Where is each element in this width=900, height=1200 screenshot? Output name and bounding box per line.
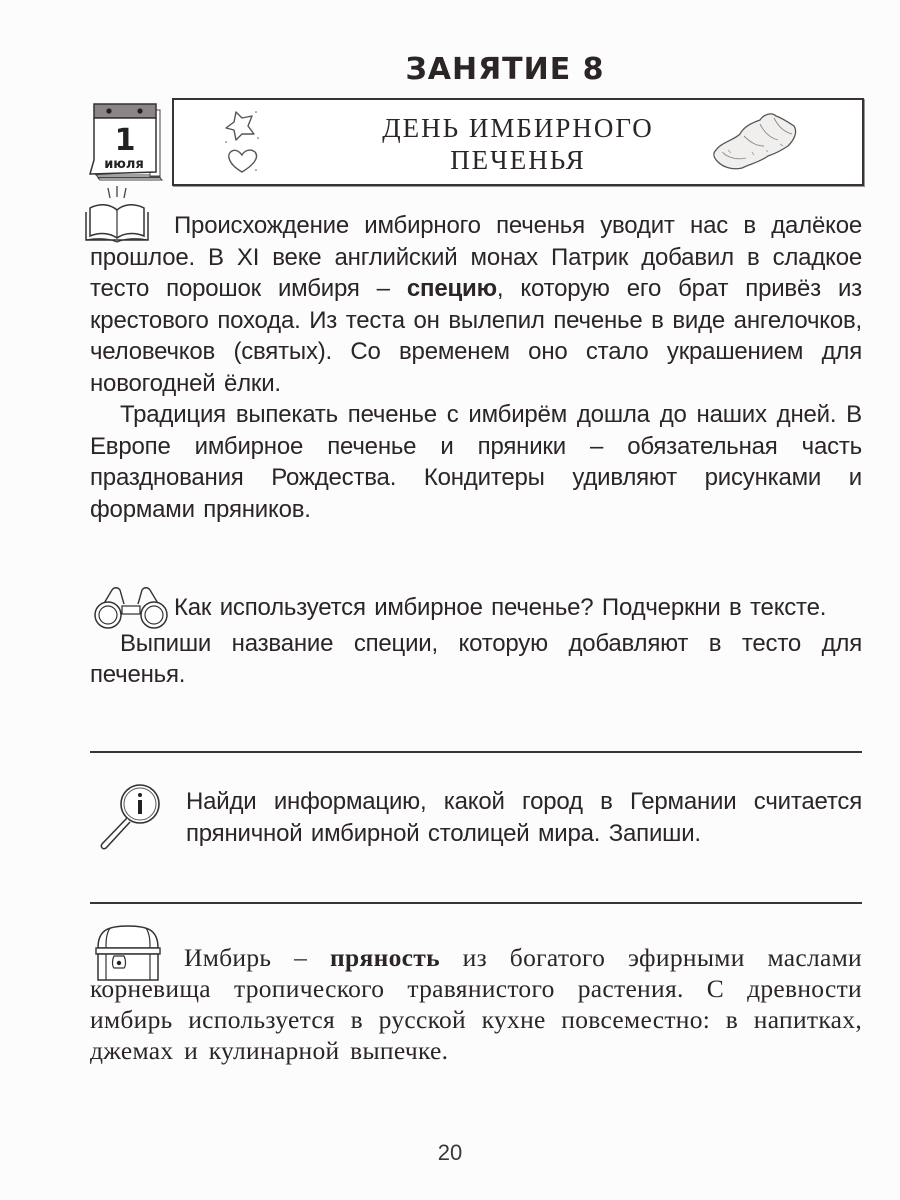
reading-text [90, 210, 862, 525]
ginger-root-icon [694, 106, 814, 178]
magnifier-info-icon [96, 782, 166, 854]
fact-paragraph: Имбирь – пряность из богатого эфирными маслами корневища тропического травянистого растения. С древности имбирь используется в русской кухне повсеместно: в напитках, джемах и кулинарной выпечке. [90, 943, 862, 1065]
task-1-instruction: Выпиши название специи, которую добавляют в тесто для печенья. [90, 629, 862, 688]
task-1-answer-line[interactable] [90, 751, 862, 753]
reading-paragraph-2: Традиция выпекать печенье с имбирём дошла до наших дней. В Европе имбирное печенье и пряники – обязательная часть празднования Рождества. Кондитеры удивляют рисунками и формами пряников. [90, 401, 862, 523]
task-2 [186, 786, 862, 849]
reading-paragraph-1: Происхождение имбирного печенья уводит нас в далёкое прошлое. В XI веке английский монах Патрик добавил в сладкое тесто порошок имбиря – специю, которую его брат привёз из крестового похода. Из теста он вылепил печенье в виде ангелочков, человечков (святых). Со временем оно стало украшением для новогодней ёлки. [90, 212, 862, 397]
task-2-answer-line[interactable] [90, 902, 862, 904]
tear-off-calendar-icon [88, 100, 168, 195]
key-term-seasoning: пряность [330, 943, 440, 972]
lesson-title: ЗАНЯТИЕ 8 [405, 52, 605, 87]
fact-text [90, 942, 862, 1066]
task-1 [90, 592, 862, 691]
topic-title-line-1: ДЕНЬ ИМБИРНОГО [382, 113, 654, 143]
svg-text:июля: июля [104, 157, 144, 172]
task-2-text: Найди информацию, какой город в Германии считается пряничной имбирной столицей мира. Запиши. [186, 788, 862, 847]
key-term-spice: специю [406, 275, 497, 302]
page-number: 20 [437, 1140, 463, 1165]
task-1-question: Как используется имбирное печенье? Подчеркни в тексте. [174, 594, 827, 621]
topic-title-line-2: ПЕЧЕНЬЯ [450, 145, 586, 175]
svg-text:1: 1 [114, 123, 136, 158]
topic-header-box [172, 98, 864, 186]
calendar-icon [88, 100, 168, 188]
